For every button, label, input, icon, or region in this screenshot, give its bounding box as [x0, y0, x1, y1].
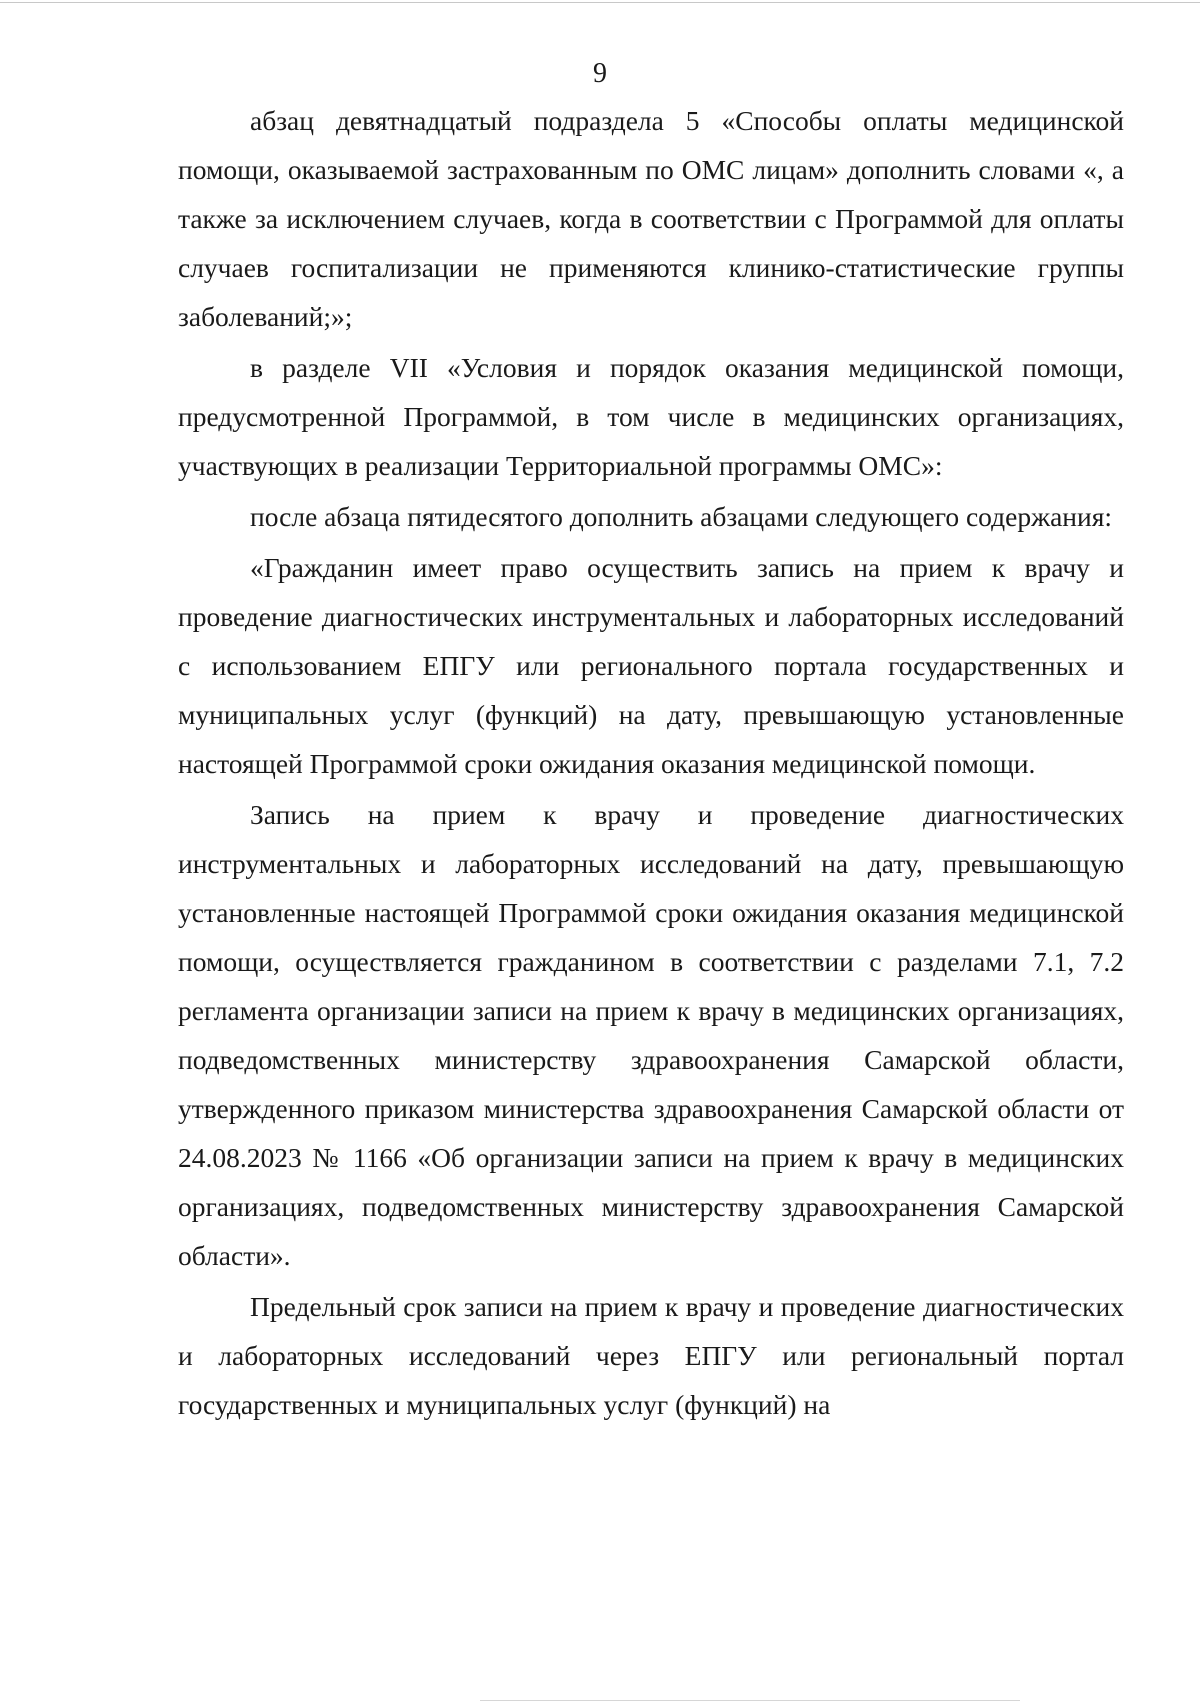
- document-body: [178, 96, 1124, 1431]
- paragraph-5: Запись на прием к врачу и проведение диагностических инструментальных и лабораторных исследований на дату, превышающую установленные настоящей Программой сроки ожидания оказания медицинской помощи, осуществляется гражданином в соответствии с разделами 7.1, 7.2 регламента организации записи на прием к врачу в медицинских организациях, подведомственных министерству здравоохранения Самарской области, утвержденного приказом министерства здравоохранения Самарской области от 24.08.2023 № 1166 «Об организации записи на прием к врачу в медицинских организациях, подведомственных министерству здравоохранения Самарской области».: [178, 799, 1124, 1271]
- paragraph-2: в разделе VII «Условия и порядок оказания медицинской помощи, предусмотренной Программой, в том числе в медицинских организациях, участвующих в реализации Территориальной программы ОМС»:: [178, 352, 1124, 481]
- paragraph-6: Предельный срок записи на прием к врачу и проведение диагностических и лабораторных исследований через ЕПГУ или региональный портал государственных и муниципальных услуг (функций) на: [178, 1291, 1124, 1420]
- paragraph-1: абзац девятнадцатый подраздела 5 «Способы оплаты медицинской помощи, оказываемой застрахованным по ОМС лицам» дополнить словами «, а также за исключением случаев, когда в соответствии с Программой для оплаты случаев госпитализации не применяются клинико-статистические группы заболеваний;»;: [178, 105, 1124, 332]
- scan-edge-top: [0, 2, 1200, 3]
- paragraph-3: после абзаца пятидесятого дополнить абзацами следующего содержания:: [250, 501, 1113, 532]
- scan-edge-bottom: [480, 1700, 1020, 1701]
- page-number: 9: [593, 58, 607, 89]
- paragraph-4: «Гражданин имеет право осуществить запись на прием к врачу и проведение диагностических инструментальных и лабораторных исследований с использованием ЕПГУ или регионального портала государственных и муниципальных услуг (функций) на дату, превышающую установленные настоящей Программой сроки ожидания оказания медицинской помощи.: [178, 552, 1124, 779]
